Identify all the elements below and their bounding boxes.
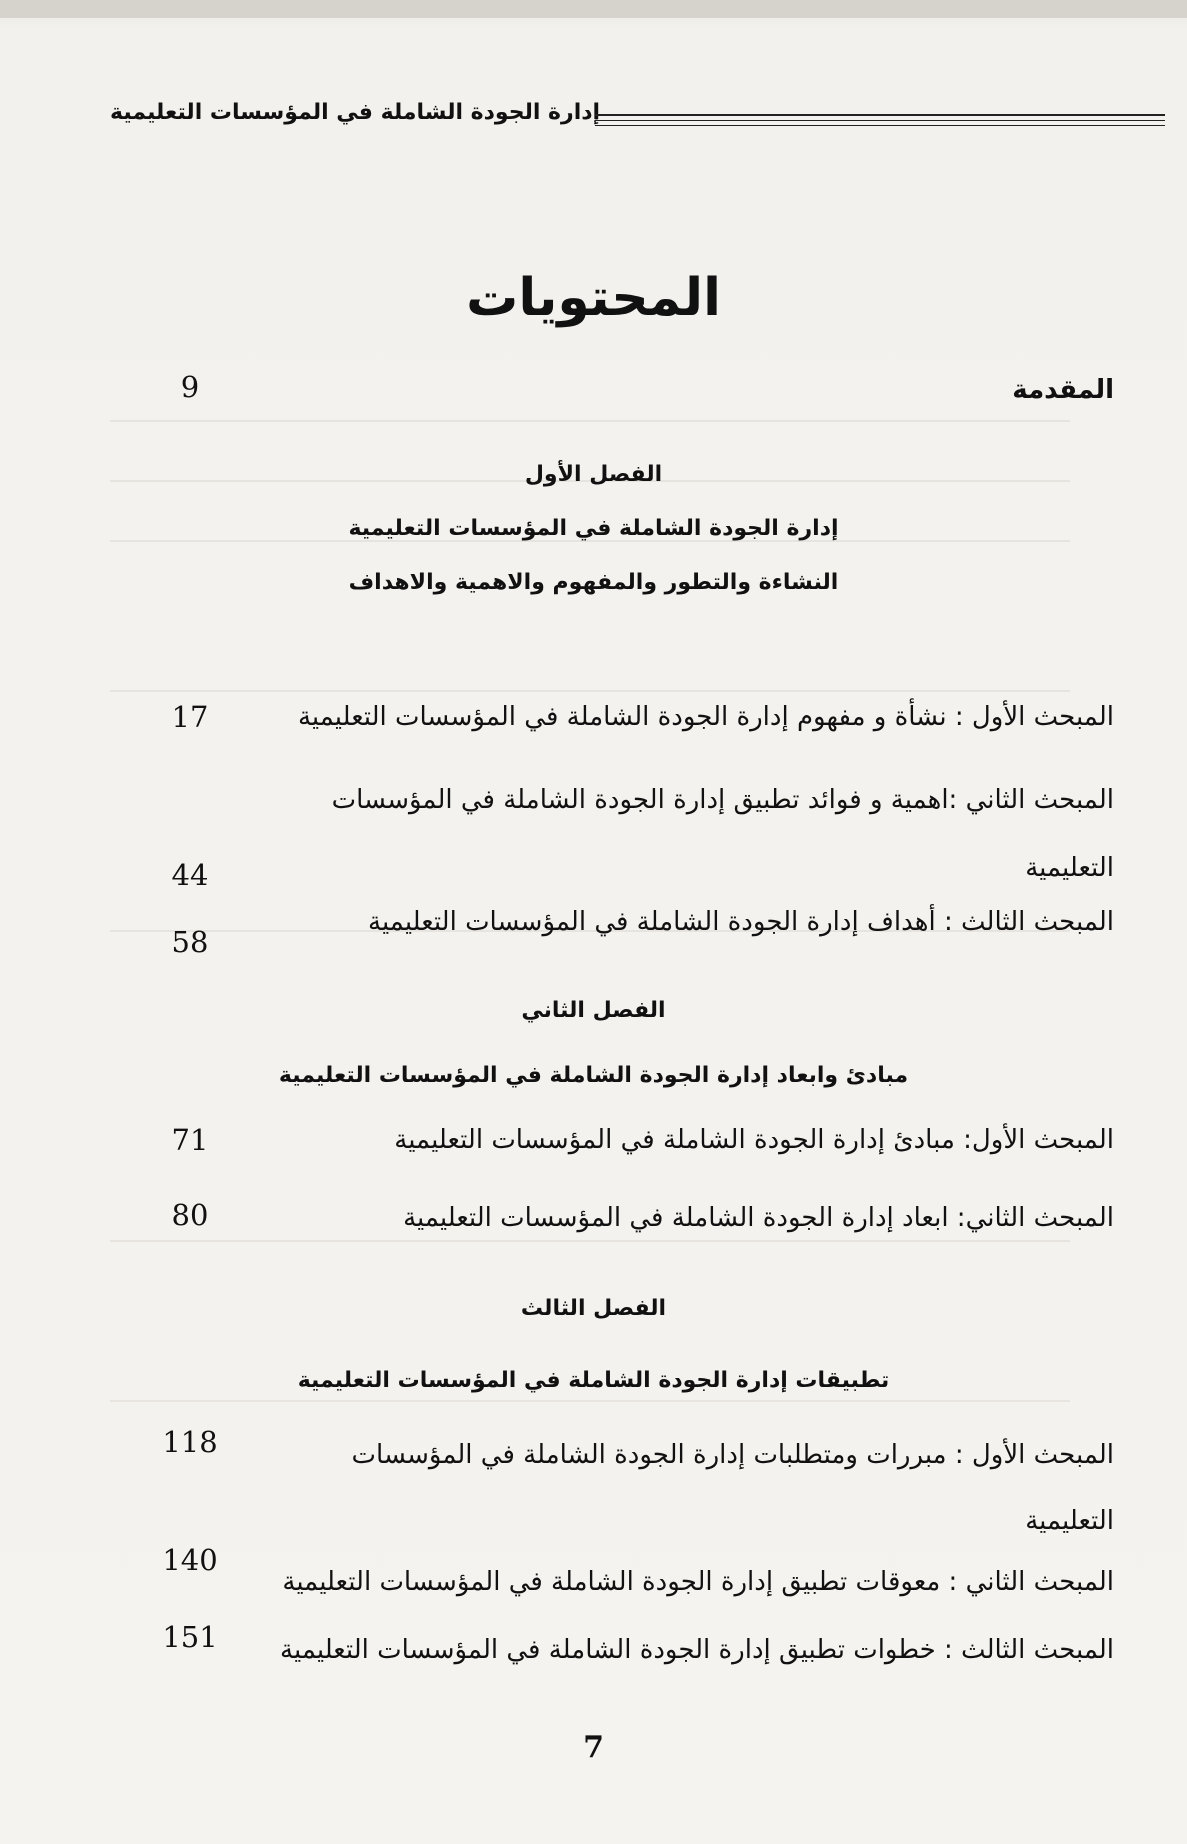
chapter3-title: تطبيقات إدارة الجودة الشاملة في المؤسسات التعليمية	[297, 1368, 890, 1393]
toc-entry: المبحث الثالث : أهداف إدارة الجودة الشاملة في المؤسسات التعليمية	[368, 907, 1114, 937]
bleed-through-line	[110, 1400, 1070, 1402]
chapter2-title: مبادئ وابعاد إدارة الجودة الشاملة في المؤسسات التعليمية	[278, 1063, 909, 1088]
running-header-title: إدارة الجودة الشاملة في المؤسسات التعليمية	[110, 100, 601, 125]
bleed-through-line	[110, 420, 1070, 422]
toc-entry-page: 80	[171, 1198, 209, 1232]
header-rule	[595, 114, 1165, 116]
bleed-through-line	[110, 1240, 1070, 1242]
toc-entry: المبحث الثاني: ابعاد إدارة الجودة الشاملة في المؤسسات التعليمية	[403, 1203, 1114, 1233]
toc-entry: المبحث الأول: مبادئ إدارة الجودة الشاملة في المؤسسات التعليمية	[394, 1125, 1114, 1155]
toc-entry: المبحث الأول : مبررات ومتطلبات إدارة الجودة الشاملة في المؤسسات التعليمية	[351, 1440, 1114, 1536]
toc-intro-label: المقدمة	[1012, 375, 1114, 405]
chapter3-label: الفصل الثالث	[520, 1296, 667, 1321]
toc-entry-page: 71	[171, 1123, 209, 1157]
toc-entry-page: 151	[162, 1620, 218, 1654]
page-number: 7	[583, 1730, 604, 1765]
running-header	[100, 100, 1165, 140]
toc-entry-page: 140	[162, 1543, 218, 1577]
toc-title: المحتويات	[466, 268, 721, 328]
toc-entry-page: 44	[171, 858, 209, 892]
toc-entry: المبحث الثاني : معوقات تطبيق إدارة الجودة الشاملة في المؤسسات التعليمية	[282, 1567, 1114, 1597]
scan-edge	[0, 0, 1187, 18]
chapter1-title: إدارة الجودة الشاملة في المؤسسات التعليمية	[348, 516, 839, 541]
chapter1-label: الفصل الأول	[524, 462, 663, 487]
toc-entry-page: 17	[171, 700, 209, 734]
toc-entry: المبحث الثالث : خطوات تطبيق إدارة الجودة الشاملة في المؤسسات التعليمية	[280, 1635, 1114, 1665]
toc-entry: المبحث الثاني :اهمية و فوائد تطبيق إدارة الجودة الشاملة في المؤسسات التعليمية	[331, 785, 1114, 883]
chapter1-subtitle: النشاءة والتطور والمفهوم والاهمية والاهداف	[348, 570, 839, 595]
bleed-through-line	[110, 690, 1070, 692]
toc-entry-page: 58	[171, 925, 209, 959]
chapter2-label: الفصل الثاني	[521, 998, 666, 1023]
toc-entry-page: 118	[162, 1425, 218, 1459]
toc-intro-page: 9	[180, 370, 200, 404]
header-rule	[595, 125, 1165, 126]
header-rule	[595, 120, 1165, 121]
toc-entry: المبحث الأول : نشأة و مفهوم إدارة الجودة الشاملة في المؤسسات التعليمية	[297, 702, 1114, 732]
